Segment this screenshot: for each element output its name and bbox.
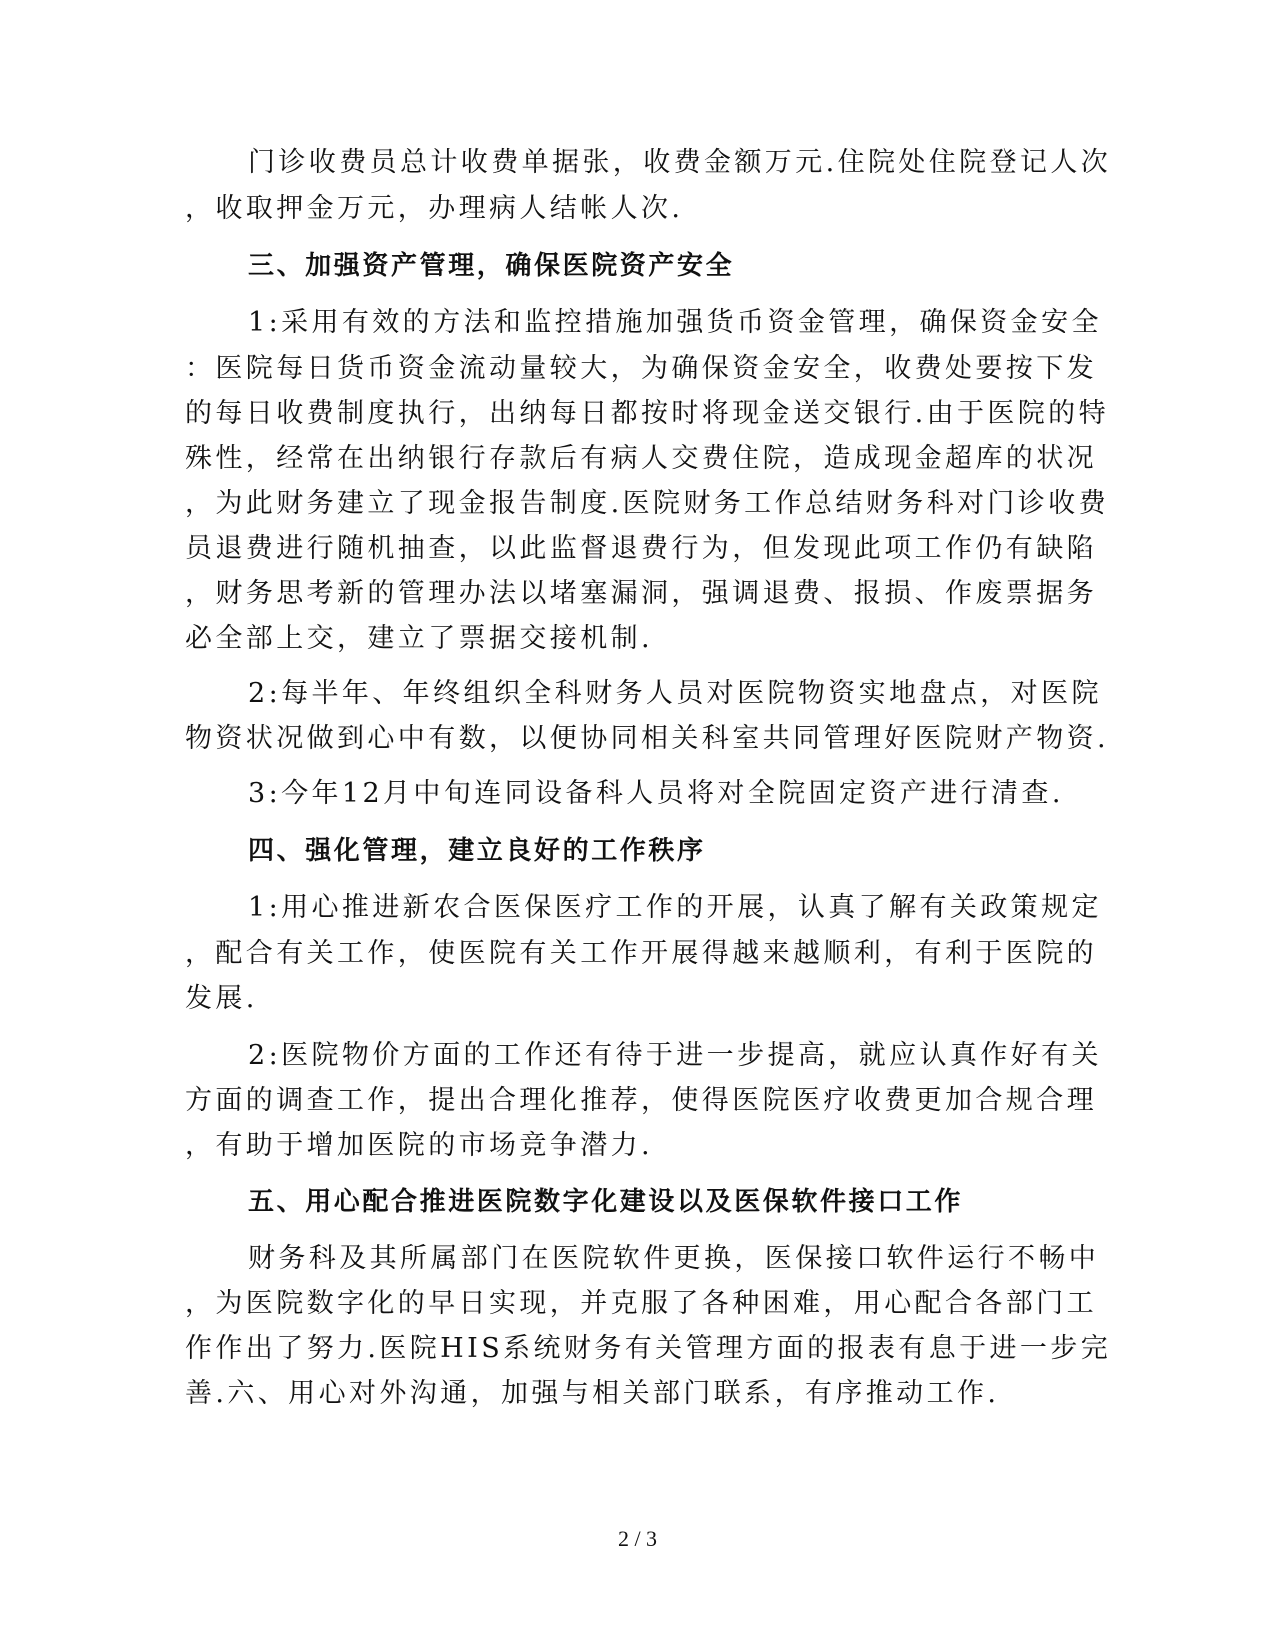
paragraph-line: 3:今年12月中旬连同设备科人员将对全院固定资产进行清查. [248, 778, 1064, 809]
paragraph-line: 的每日收费制度执行，出纳每日都按时将现金送交银行.由于医院的特 [185, 398, 1109, 429]
paragraph-line: 2:医院物价方面的工作还有待于进一步提高，就应认真作好有关 [248, 1040, 1102, 1071]
section-heading-3: 三、加强资产管理，确保医院资产安全 [248, 251, 735, 281]
paragraph-line: 方面的调查工作，提出合理化推荐，使得医院医疗收费更加合规合理 [185, 1085, 1097, 1116]
section-heading-5: 五、用心配合推进医院数字化建设以及医保软件接口工作 [248, 1187, 964, 1217]
paragraph-line: 2:每半年、年终组织全科财务人员对医院物资实地盘点，对医院 [248, 678, 1102, 709]
paragraph-line: ，为医院数字化的早日实现，并克服了各种困难，用心配合各部门工 [185, 1288, 1097, 1319]
paragraph-line: 必全部上交，建立了票据交接机制. [185, 623, 653, 654]
paragraph-line: ，收取押金万元，办理病人结帐人次. [185, 193, 684, 224]
paragraph-line: 1:用心推进新农合医保医疗工作的开展，认真了解有关政策规定 [248, 892, 1102, 923]
paragraph-line: ，为此财务建立了现金报告制度.医院财务工作总结财务科对门诊收费 [185, 488, 1109, 519]
paragraph-line: ，有助于增加医院的市场竞争潜力. [185, 1130, 653, 1161]
paragraph-line: 财务科及其所属部门在医院软件更换，医保接口软件运行不畅中 [248, 1243, 1100, 1274]
section-heading-4: 四、强化管理，建立良好的工作秩序 [248, 836, 706, 866]
page-number: 2 / 3 [617, 1526, 658, 1551]
paragraph-line: ，配合有关工作，使医院有关工作开展得越来越顺利，有利于医院的 [185, 938, 1097, 969]
paragraph-line: 殊性，经常在出纳银行存款后有病人交费住院，造成现金超库的状况 [185, 443, 1097, 474]
paragraph-line: 作作出了努力.医院HIS系统财务有关管理方面的报表有息于进一步完 [185, 1333, 1112, 1364]
paragraph-line: 善.六、用心对外沟通，加强与相关部门联系，有序推动工作. [185, 1378, 1000, 1409]
paragraph-line: 门诊收费员总计收费单据张，收费金额万元.住院处住院登记人次 [248, 147, 1112, 178]
paragraph-line: 1:采用有效的方法和监控措施加强货币资金管理，确保资金安全 [248, 307, 1102, 338]
paragraph-line: 发展. [185, 983, 258, 1014]
paragraph-line: ，财务思考新的管理办法以堵塞漏洞，强调退费、报损、作废票据务 [185, 578, 1097, 609]
paragraph-line: 物资状况做到心中有数，以便协同相关科室共同管理好医院财产物资. [185, 723, 1109, 754]
paragraph-line: ：医院每日货币资金流动量较大，为确保资金安全，收费处要按下发 [185, 353, 1097, 384]
paragraph-line: 员退费进行随机抽查，以此监督退费行为，但发现此项工作仍有缺陷 [185, 533, 1097, 564]
